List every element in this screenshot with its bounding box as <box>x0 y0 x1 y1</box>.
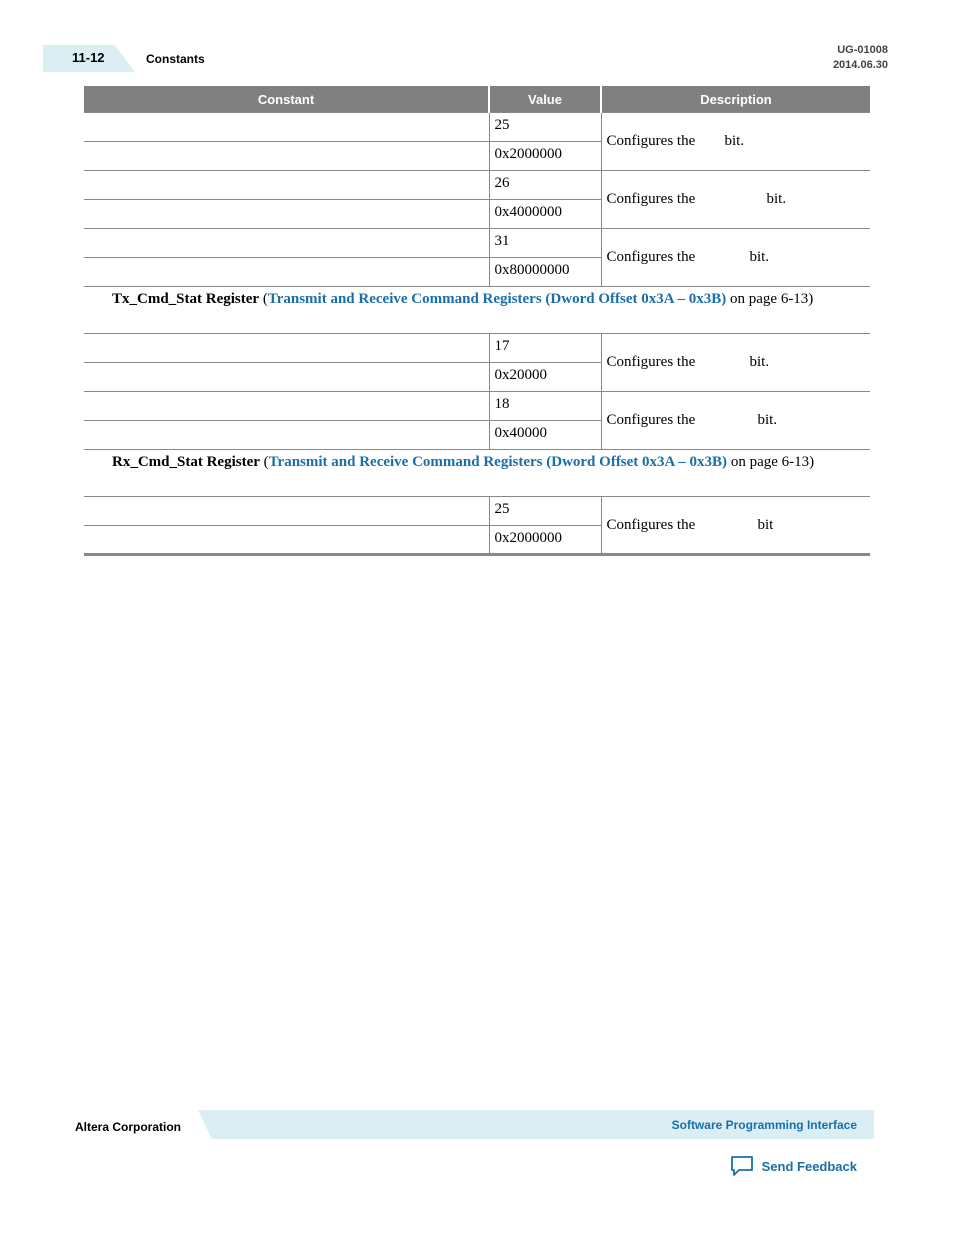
table-row <box>84 497 870 526</box>
constant-cell <box>84 171 489 200</box>
page-number: 11-12 <box>72 50 105 65</box>
constant-cell <box>84 421 489 450</box>
value-cell: 25 <box>489 113 601 142</box>
constant-cell <box>84 142 489 171</box>
value-mask-cell: 0x4000000 <box>489 200 601 229</box>
description-text: Configures the <box>606 354 696 370</box>
value-cell: 31 <box>489 229 601 258</box>
table-header-row <box>84 86 870 113</box>
doc-date: 2014.06.30 <box>832 59 888 71</box>
table-row <box>84 113 870 142</box>
company-name: Altera Corporation <box>75 1120 182 1134</box>
speech-bubble-icon <box>730 1155 754 1177</box>
constant-cell <box>84 363 489 392</box>
doc-info <box>833 43 888 73</box>
value-mask-cell: 0x20000 <box>489 363 601 392</box>
section-cell <box>84 287 870 334</box>
value-cell: 17 <box>489 334 601 363</box>
description-text: Configures the <box>606 249 696 265</box>
value-mask-cell: 0x2000000 <box>489 142 601 171</box>
paren-open: ( <box>259 291 268 307</box>
footer-section-link[interactable]: Software Programming Interface <box>671 1118 857 1132</box>
paren-open: ( <box>259 454 269 470</box>
table-row <box>84 171 870 200</box>
description-cell <box>601 334 870 392</box>
register-link[interactable]: Transmit and Receive Command Registers (Dword Offset 0x3A – 0x3B) <box>268 454 728 470</box>
page-ref: on page 6-13) <box>727 454 815 470</box>
description-suffix: bit. <box>724 133 745 149</box>
header-value: Value <box>489 86 601 113</box>
constant-cell <box>84 334 489 363</box>
description-suffix: bit. <box>766 191 787 207</box>
description-cell <box>601 229 870 287</box>
constant-cell <box>84 200 489 229</box>
doc-id: UG-01008 <box>837 44 888 56</box>
constant-cell <box>84 229 489 258</box>
description-text: Configures the <box>606 516 696 533</box>
description-text: Configures the <box>606 412 696 428</box>
constant-cell <box>84 392 489 421</box>
constants-table <box>84 86 870 556</box>
table-row <box>84 392 870 421</box>
value-cell: 26 <box>489 171 601 200</box>
value-mask-cell: 0x2000000 <box>489 526 601 555</box>
description-suffix: bit <box>757 516 774 533</box>
send-feedback-button[interactable] <box>730 1155 857 1177</box>
value-cell: 18 <box>489 392 601 421</box>
header-constant: Constant <box>84 86 489 113</box>
constant-cell <box>84 497 489 526</box>
value-mask-cell: 0x40000 <box>489 421 601 450</box>
description-cell <box>601 171 870 229</box>
table-row <box>84 334 870 363</box>
description-suffix: bit. <box>757 412 778 428</box>
constant-cell <box>84 526 489 555</box>
description-cell <box>601 392 870 450</box>
description-suffix: bit. <box>749 354 770 370</box>
page-ref: on page 6-13) <box>726 291 814 307</box>
constant-cell <box>84 113 489 142</box>
description-suffix: bit. <box>749 249 770 265</box>
register-name: Rx_Cmd_Stat Register <box>112 454 260 470</box>
description-text: Configures the <box>606 191 696 207</box>
register-link[interactable]: Transmit and Receive Command Registers (Dword Offset 0x3A – 0x3B) <box>267 291 727 307</box>
send-feedback-label: Send Feedback <box>761 1158 857 1174</box>
value-cell: 25 <box>489 497 601 526</box>
description-cell <box>601 497 870 555</box>
header-description: Description <box>601 86 870 113</box>
value-mask-cell: 0x80000000 <box>489 258 601 287</box>
constant-cell <box>84 258 489 287</box>
description-text: Configures the <box>606 133 696 149</box>
section-cell <box>84 450 870 497</box>
section-row <box>84 287 870 334</box>
section-title: Constants <box>146 52 205 66</box>
register-name: Tx_Cmd_Stat Register <box>112 291 260 307</box>
table-row <box>84 229 870 258</box>
description-cell <box>601 113 870 171</box>
section-row <box>84 450 870 497</box>
